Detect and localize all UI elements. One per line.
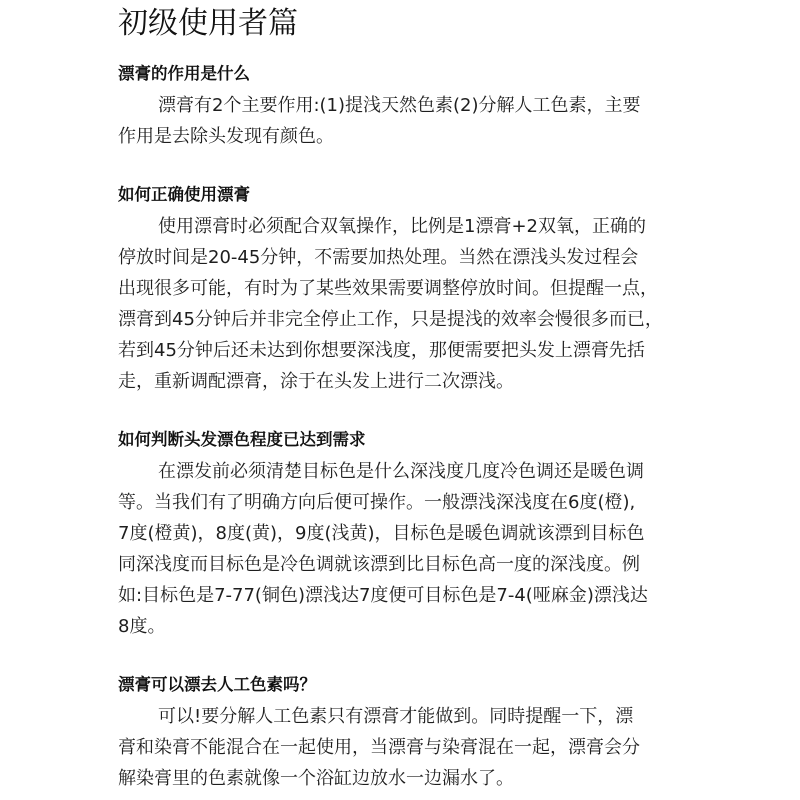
paragraph-line: 停放时间是20-45分钟，不需要加热处理。当然在漂浅头发过程会 [118, 247, 639, 268]
paragraph-line: 可以!要分解人工色素只有漂膏才能做到。同時提醒一下，漂 [158, 706, 634, 727]
paragraph-line: 8度。 [118, 616, 166, 637]
section-judge-bleach-level [118, 429, 688, 642]
paragraph-line: 解染膏里的色素就像一个浴缸边放水一边漏水了。 [118, 768, 514, 789]
section-heading: 如何判断头发漂色程度已达到需求 [118, 430, 366, 449]
section-paragraph [118, 456, 688, 642]
paragraph-line: 漂膏有2个主要作用:(1)提浅天然色素(2)分解人工色素，主要 [158, 95, 641, 116]
paragraph-line: 如:目标色是7-77(铜色)漂浅达7度便可目标色是7-4(哑麻金)漂浅达 [118, 585, 648, 606]
paragraph-line: 在漂发前必须清楚目标色是什么深浅度几度冷色调还是暖色调 [158, 461, 644, 482]
paragraph-line: 使用漂膏时必须配合双氧操作，比例是1漂膏+2双氧，正确的 [158, 216, 646, 237]
paragraph-line: 膏和染膏不能混合在一起使用，当漂膏与染膏混在一起，漂膏会分 [118, 737, 640, 758]
section-heading: 漂膏可以漂去人工色素吗？ [118, 675, 316, 694]
section-paragraph [118, 211, 688, 397]
paragraph-line: 若到45分钟后还未达到你想要深浅度，那便需要把头发上漂膏先括 [118, 340, 645, 361]
paragraph-line: 走，重新调配漂膏，涂于在头发上进行二次漂浅。 [118, 371, 514, 392]
section-bleach-function [118, 63, 688, 152]
section-heading: 如何正确使用漂膏 [118, 185, 250, 204]
section-correct-usage [118, 184, 688, 397]
page-title: 初级使用者篇 [118, 6, 298, 41]
section-heading: 漂膏的作用是什么 [118, 64, 250, 83]
section-remove-artificial-pigment [118, 674, 688, 794]
section-paragraph [118, 90, 688, 152]
section-paragraph [118, 701, 688, 794]
paragraph-line: 同深浅度而目标色是冷色调就该漂到比目标色高一度的深浅度。例 [118, 554, 640, 575]
paragraph-line: 出现很多可能，有时为了某些效果需要调整停放时间。但提醒一点， [118, 278, 658, 299]
paragraph-line: 作用是去除头发现有颜色。 [118, 126, 334, 147]
paragraph-line: 漂膏到45分钟后并非完全停止工作，只是提浅的效率会慢很多而已， [118, 309, 663, 330]
paragraph-line: 等。当我们有了明确方向后便可操作。一般漂浅深浅度在6度(橙), [118, 492, 636, 513]
paragraph-line: 7度(橙黄)，8度(黄)，9度(浅黄)，目标色是暖色调就该漂到目标色 [118, 523, 645, 544]
